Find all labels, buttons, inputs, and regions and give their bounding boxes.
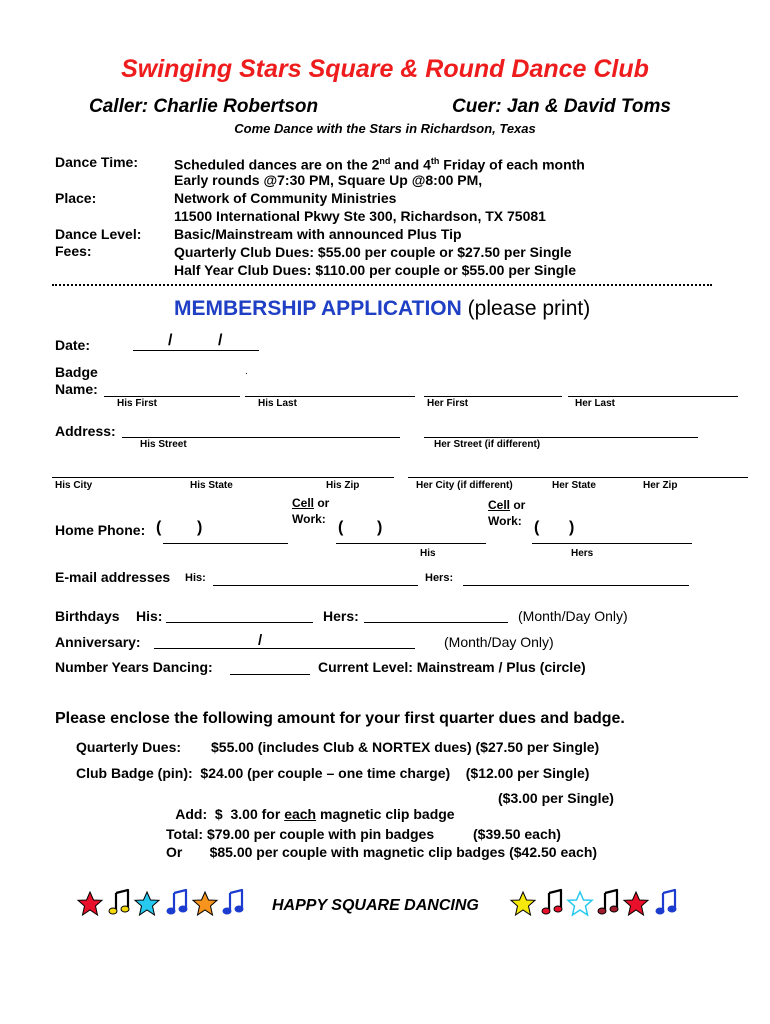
dance-time-label: Dance Time: [55, 154, 138, 170]
music-note-icon-yellow [109, 890, 129, 914]
his-cell-field[interactable] [336, 543, 486, 544]
date-label: Date: [55, 337, 91, 353]
add-text-2: magnetic clip badge [316, 806, 455, 822]
dance-level-value: Basic/Mainstream with announced Plus Tip [174, 226, 462, 242]
his-first-field[interactable] [104, 396, 240, 397]
music-note-icon-blue [167, 890, 187, 914]
add-text-1: Add: $ 3.00 for [175, 806, 285, 822]
club-badge-line: Club Badge (pin): $24.00 (per couple – one time charge) ($12.00 per Single) [76, 765, 590, 781]
place-address: 11500 International Pkwy Ste 300, Richardson, TX 75081 [174, 208, 546, 224]
email-hers-label: Hers: [425, 572, 454, 584]
his-work-word: Work: [292, 512, 326, 526]
date-slash-1: / [168, 332, 173, 349]
her-street-field[interactable] [424, 437, 698, 438]
anniversary-label: Anniversary: [55, 634, 141, 650]
his-cell-word: Cell [292, 496, 315, 510]
cuer-name: Cuer: Jan & David Toms [452, 96, 671, 117]
tagline: Come Dance with the Stars in Richardson, Texas [234, 121, 536, 136]
birthdays-his-field[interactable] [166, 622, 313, 623]
dues-heading: Please enclose the following amount for your first quarter dues and badge. [55, 710, 625, 727]
footer-right-icons [508, 886, 683, 920]
date-field[interactable] [133, 350, 259, 351]
please-print-note: (please print) [467, 297, 591, 320]
her-street-caption: Her Street (if different) [434, 439, 541, 450]
his-cell-paren-open: ( [338, 519, 344, 536]
her-cell-field[interactable] [532, 543, 692, 544]
her-cell-paren-close: ) [569, 519, 575, 536]
dance-time-sup-2: th [430, 156, 440, 166]
his-phone-caption: His [420, 548, 436, 559]
his-cell-paren-close: ) [377, 519, 383, 536]
anniversary-slash: / [258, 632, 263, 649]
home-phone-field[interactable] [163, 543, 288, 544]
his-or-word: or [314, 496, 330, 510]
years-dancing-label: Number Years Dancing: [55, 659, 213, 675]
place-label: Place: [55, 190, 97, 206]
his-cell-work-label [292, 495, 329, 527]
his-state-caption: His State [190, 480, 233, 491]
his-last-caption: His Last [258, 398, 297, 409]
hers-phone-caption: Hers [571, 548, 594, 559]
dance-time-text-2: and 4 [390, 156, 431, 173]
home-phone-label: Home Phone: [55, 522, 146, 538]
star-icon-cyan [135, 892, 159, 915]
her-city-state-zip-field[interactable] [408, 477, 748, 478]
membership-title: MEMBERSHIP APPLICATION [174, 297, 462, 320]
star-icon-orange [193, 892, 217, 915]
birthdays-hers-field[interactable] [364, 622, 508, 623]
add-line [168, 790, 455, 822]
add-each: each [284, 806, 317, 822]
his-street-caption: His Street [140, 439, 187, 450]
birthdays-label: Birthdays [55, 608, 120, 624]
her-zip-caption: Her Zip [643, 480, 678, 491]
fees-halfyear: Half Year Club Dues: $110.00 per couple or $55.00 per Single [174, 262, 577, 278]
his-street-field[interactable] [122, 437, 400, 438]
music-note-icon-dark-red [598, 890, 618, 914]
anniversary-field[interactable] [154, 648, 415, 649]
home-phone-paren-open: ( [156, 519, 162, 536]
footer-left-icons [75, 886, 250, 920]
music-note-icon-blue [656, 890, 676, 914]
total-line: Total: $79.00 per couple with pin badges ($39.50 each) [166, 826, 561, 842]
his-zip-caption: His Zip [326, 480, 360, 491]
star-icon-red [78, 892, 102, 915]
years-dancing-field[interactable] [230, 674, 310, 675]
anniversary-note: (Month/Day Only) [444, 634, 554, 650]
her-or-word: or [510, 498, 526, 512]
club-title: Swinging Stars Square & Round Dance Club [121, 55, 649, 83]
fees-label: Fees: [55, 243, 92, 259]
email-his-field[interactable] [213, 585, 418, 586]
or-line: Or $85.00 per couple with magnetic clip badges ($42.50 each) [166, 844, 598, 860]
stray-dot: . [245, 366, 248, 377]
star-icon-yellow [511, 892, 535, 915]
birthdays-note: (Month/Day Only) [518, 608, 628, 624]
email-label: E-mail addresses [55, 569, 171, 585]
birthdays-his-label: His: [136, 608, 163, 624]
his-last-field[interactable] [245, 396, 415, 397]
caller-name: Caller: Charlie Robertson [89, 96, 319, 117]
her-last-field[interactable] [568, 396, 738, 397]
name-label: Name: [55, 381, 98, 397]
address-label: Address: [55, 423, 116, 439]
current-level: Current Level: Mainstream / Plus (circle) [318, 659, 586, 675]
email-his-label: His: [185, 572, 206, 584]
star-icon-cyan-outline [568, 892, 592, 915]
dance-time-text-3: Friday of each month [439, 156, 585, 173]
dance-time-text-1: Scheduled dances are on the 2 [174, 156, 380, 173]
dance-level-label: Dance Level: [55, 226, 142, 242]
her-first-field[interactable] [424, 396, 562, 397]
home-phone-paren-close: ) [197, 519, 203, 536]
place-name: Network of Community Ministries [174, 190, 397, 206]
email-hers-field[interactable] [463, 585, 689, 586]
rounds-text: Early rounds @7:30 PM, Square Up @8:00 PM, [174, 172, 483, 188]
her-last-caption: Her Last [575, 398, 616, 409]
badge-label: Badge [55, 364, 98, 380]
his-city-state-zip-field[interactable] [52, 477, 394, 478]
date-slash-2: / [218, 332, 223, 349]
quarterly-dues-label: Quarterly Dues: [76, 739, 182, 755]
her-cell-word: Cell [488, 498, 511, 512]
music-note-icon-blue [223, 890, 243, 914]
her-work-word: Work: [488, 514, 522, 528]
her-first-caption: Her First [427, 398, 469, 409]
birthdays-hers-label: Hers: [323, 608, 359, 624]
her-state-caption: Her State [552, 480, 596, 491]
star-icon-red [624, 892, 648, 915]
her-city-caption: Her City (if different) [416, 480, 513, 491]
fees-quarterly: Quarterly Club Dues: $55.00 per couple or $27.50 per Single [174, 244, 572, 260]
dotted-divider [52, 284, 712, 286]
her-cell-paren-open: ( [534, 519, 540, 536]
membership-heading [174, 297, 590, 321]
music-note-icon-red [542, 890, 562, 914]
her-cell-work-label [488, 497, 525, 529]
happy-square-dancing: HAPPY SQUARE DANCING [272, 897, 479, 914]
his-city-caption: His City [55, 480, 93, 491]
add-single: ($3.00 per Single) [498, 790, 614, 806]
quarterly-dues-value: $55.00 (includes Club & NORTEX dues) ($27.50 per Single) [211, 739, 600, 755]
his-first-caption: His First [117, 398, 158, 409]
dance-time-sup-1: nd [379, 156, 391, 166]
